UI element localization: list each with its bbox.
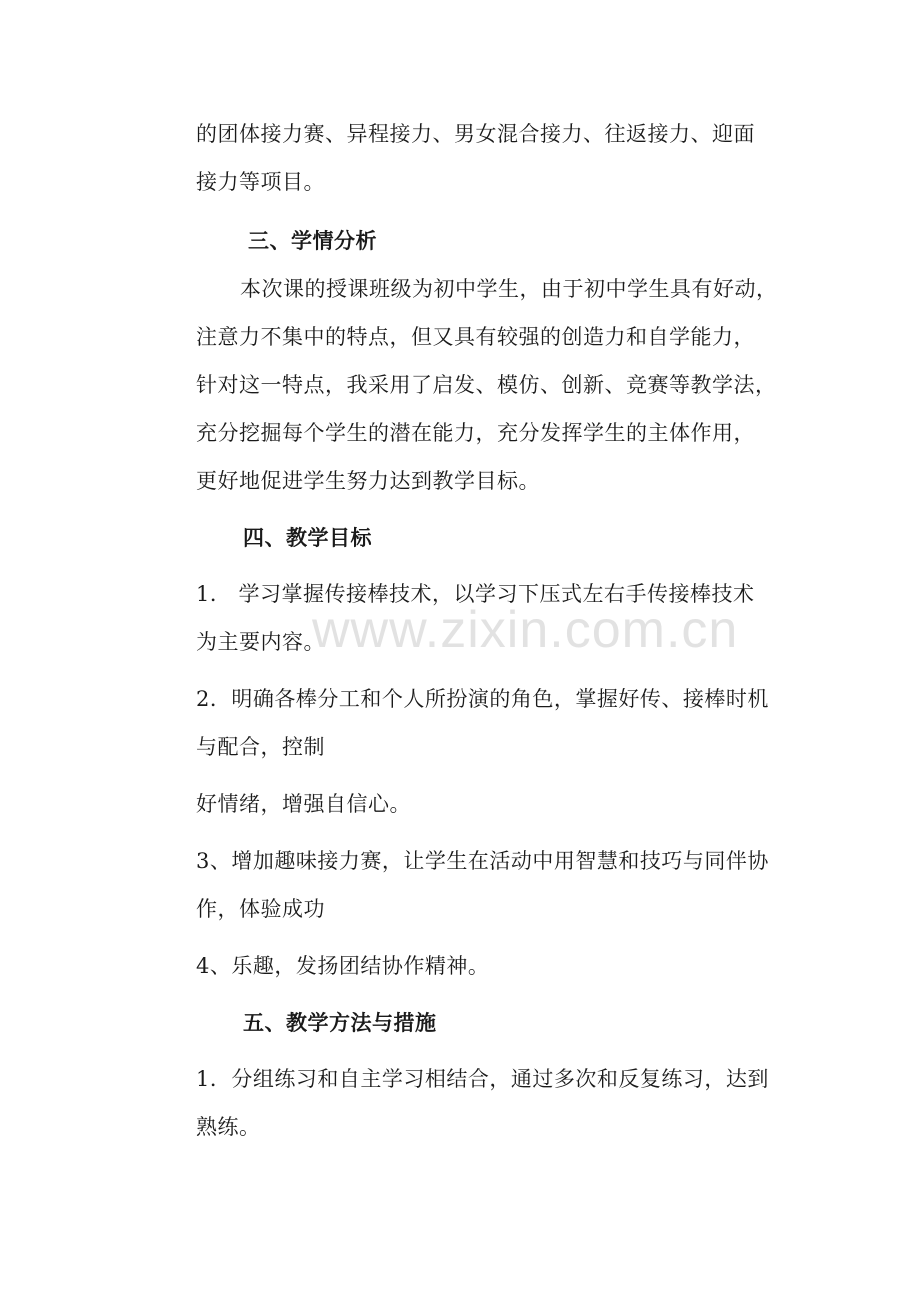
paragraph-line: 针对这一特点，我采用了启发、模仿、创新、竞赛等教学法， — [196, 373, 777, 397]
paragraph-line: 充分挖掘每个学生的潜在能力，充分发挥学生的主体作用， — [196, 421, 755, 445]
section-heading-3: 三、学情分析 — [248, 229, 377, 253]
list-item-line: 2．明确各棒分工和个人所扮演的角色，掌握好传、接棒时机 — [196, 687, 769, 711]
paragraph-line: 注意力不集中的特点，但又具有较强的创造力和自学能力， — [196, 325, 755, 349]
list-item-line: 1．分组练习和自主学习相结合，通过多次和反复练习，达到 — [196, 1067, 769, 1091]
paragraph-line: 更好地促进学生努力达到教学目标。 — [196, 469, 540, 493]
paragraph-line: 的团体接力赛、异程接力、男女混合接力、往返接力、迎面 — [196, 122, 755, 146]
watermark: www.zixin.com.cn — [312, 601, 739, 659]
section-heading-4: 四、教学目标 — [243, 526, 372, 550]
list-item-line: 3、增加趣味接力赛，让学生在活动中用智慧和技巧与同伴协 — [196, 849, 769, 873]
paragraph-line: 接力等项目。 — [196, 170, 325, 194]
list-item-line: 为主要内容。 — [196, 630, 325, 654]
paragraph-line: 本次课的授课班级为初中学生，由于初中学生具有好动， — [240, 277, 778, 301]
section-heading-5: 五、教学方法与措施 — [243, 1011, 437, 1035]
list-item-line: 与配合，控制 — [196, 735, 325, 759]
list-item-line: 好情绪，增强自信心。 — [196, 792, 411, 816]
list-item-line: 作，体验成功 — [196, 897, 325, 921]
list-item-line: 1． 学习掌握传接棒技术，以学习下压式左右手传接棒技术 — [196, 582, 755, 606]
list-item-line: 熟练。 — [196, 1115, 261, 1139]
list-item-line: 4、乐趣，发扬团结协作精神。 — [196, 954, 490, 978]
